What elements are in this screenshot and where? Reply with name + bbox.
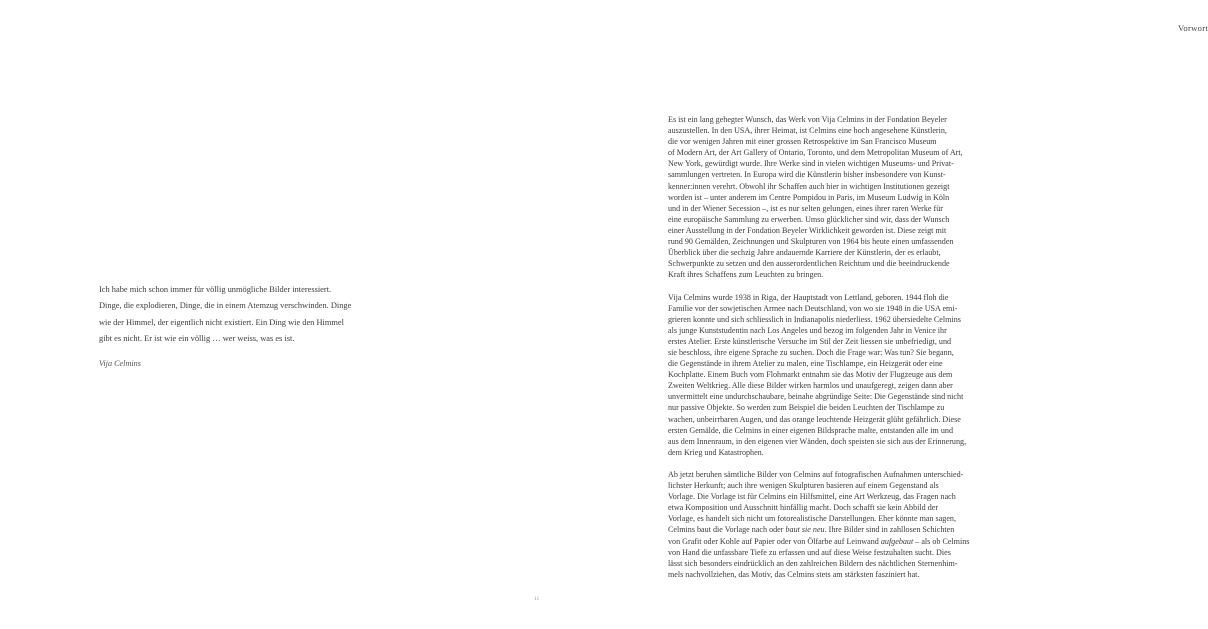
text-line: unvermittelt eine undurchschaubare, beinahe abgründige Seite: Die Gegenstände sind nicht (668, 392, 964, 402)
text-line: rund 90 Gemälden, Zeichnungen und Skulpturen von 1964 bis heute einen umfassenden (668, 237, 954, 247)
text-line: von Hand die unfassbare Tiefe zu erfassen und auf diese Weise festzuhalten sucht. Dies (668, 547, 951, 557)
text-line: kenner:innen verehrt. Obwohl ihr Schaffen auch hier in wichtigen Institutionen gezeigt (668, 181, 950, 191)
text-line: dem Krieg und Katastrophen. (668, 447, 764, 457)
text-line: worden ist – unter anderem im Centre Pompidou in Paris, im Museum Ludwig in Köln (668, 192, 950, 202)
text-line: Vorlage, es handelt sich nicht um fotorealistische Darstellungen. Eher könnte man sagen, (668, 514, 956, 524)
text-line: sammlungen vertreten. In Europa wird die Künstlerin bisher insbesondere von Kunst- (668, 170, 946, 180)
text-line: mels nachvollziehen, das Motiv, das Celmins stets am stärksten fasziniert hat. (668, 569, 920, 579)
quote-line: Dinge, die explodieren, Dinge, die in einem Atemzug verschwinden. Dinge (99, 301, 352, 311)
text-line: Vija Celmins wurde 1938 in Riga, der Hauptstadt von Lettland, geboren. 1944 floh die (668, 292, 949, 302)
text-line: erstes Atelier. Erste künstlerische Versuche im Stil der Zeit liessen sie unbefriedigt, und (668, 336, 952, 346)
text-line: grieren konnte und sich schliesslich in Indianapolis niederliess. 1962 übersiedelte Celmins (668, 314, 961, 324)
text-line: Familie vor der sowjetischen Armee nach Deutschland, von wo sie 1948 in die USA emi- (668, 303, 958, 313)
paragraph-1 (668, 114, 998, 280)
foreword-body (668, 114, 998, 591)
page-number: 11 (534, 596, 540, 602)
text-line: und in der Wiener Secession –, ist es nur selten gelungen, eines ihrer raren Werke für (668, 203, 943, 213)
text-line: Zweiten Weltkrieg. Alle diese Bilder wirken harmlos und unaufgeregt, zeigen dann aber (668, 381, 953, 391)
quote-line: Ich habe mich schon immer für völlig unmögliche Bilder interessiert. (99, 285, 332, 294)
text-segment: – als ob Celmins (913, 536, 970, 546)
text-line: ersten Gemälde, die Celmins in einer eigenen Bildsprache malte, entstanden alle im und (668, 425, 953, 435)
text-line: aus dem Innenraum, in den eigenen vier Wänden, doch speisten sie sich aus der Erinnerung, (668, 436, 967, 446)
paragraph-2 (668, 292, 998, 458)
text-line: nur passive Objekte. So werden zum Beispiel die beiden Leuchten der Tischlampe zu (668, 403, 945, 413)
text-line: New York, gewürdigt wurde. Ihre Werke sind in vielen wichtigen Museums- und Privat- (668, 159, 954, 169)
section-title: Vorwort (1178, 23, 1208, 33)
text-line: Überblick über die sechzig Jahre andauernde Karriere der Künstlerin, der es erlaubt, (668, 248, 941, 258)
emphasis-text: baut sie neu (785, 525, 825, 535)
text-line: Kraft ihres Schaffens zum Leuchten zu bringen. (668, 270, 824, 280)
text-line: die vor wenigen Jahren mit einer grossen Retrospektive im San Francisco Museum (668, 137, 937, 147)
quote-line: wie der Himmel, der eigentlich nicht existiert. Ein Ding wie den Himmel (99, 317, 344, 327)
text-line: einer Ausstellung in der Fondation Beyeler Wirklichkeit geworden ist. Diese zeigt mit (668, 225, 947, 235)
text-line: die Gegenstände in ihrem Atelier zu malen, eine Tischlampe, ein Heizgerät oder eine (668, 359, 943, 369)
text-line: lichster Herkunft; auch ihre wenigen Skulpturen basieren auf einem Gegenstand als (668, 481, 939, 491)
text-line: auszustellen. In den USA, ihrer Heimat, ist Celmins eine hoch angesehene Künstlerin, (668, 126, 947, 136)
text-line: etwa Komposition und Ausschnitt hinfällig macht. Doch schafft sie kein Abbild der (668, 503, 939, 513)
paragraph-3 (668, 469, 998, 580)
text-line: sie beschloss, ihre eigene Sprache zu suchen. Doch die Frage war: Was tun? Sie begann, (668, 347, 954, 357)
text-line: eine europäische Sammlung zu erwerben. Umso glücklicher sind wir, dass der Wunsch (668, 214, 950, 224)
text-line: Es ist ein lang gehegter Wunsch, das Werk von Vija Celmins in der Fondation Beyeler (668, 115, 947, 124)
left-page (0, 0, 510, 629)
text-segment: Celmins baut die Vorlage nach oder (668, 525, 786, 535)
text-line-with-emphasis (668, 524, 998, 535)
text-line: of Modern Art, der Art Gallery of Ontario, Toronto, und dem Metropolitan Museum of Art, (668, 148, 963, 158)
text-line: Kochplatte. Einem Buch vom Flohmarkt entnahm sie das Motiv der Flugzeuge aus dem (668, 370, 953, 380)
text-line: Ab jetzt beruhen sämtliche Bilder von Celmins auf fotografischen Aufnahmen unterschied- (668, 470, 964, 479)
quote-author: Vija Celmins (99, 359, 141, 368)
epigraph-quote (99, 282, 399, 348)
text-line: Schwerpunkte zu setzen und den ausserordentlichen Reichtum und die beeindruckende (668, 259, 950, 269)
text-line: Vorlage. Die Vorlage ist für Celmins ein Hilfsmittel, eine Art Werkzeug, das Fragen nach (668, 492, 956, 502)
text-segment: von Grafit oder Kohle auf Papier oder von Ölfarbe auf Leinwand (668, 536, 881, 546)
text-line: als junge Kunststudentin nach Los Angeles und bezog im folgenden Jahr in Venice ihr (668, 325, 947, 335)
quote-line: gibt es nicht. Er ist wie ein völlig … wer weiss, was es ist. (99, 334, 295, 344)
text-line: lässt sich besonders eindrücklich an den zahlreichen Bildern des nächtlichen Sternenhim- (668, 558, 958, 568)
emphasis-text: aufgebaut (880, 536, 914, 546)
text-line: wachen, unbeirrbaren Augen, und das orange leuchtende Heizgerät glüht gefährlich. Diese (668, 414, 961, 424)
text-line-with-emphasis (668, 536, 998, 547)
text-segment: . Ihre Bilder sind in zahllosen Schichten (824, 525, 955, 535)
